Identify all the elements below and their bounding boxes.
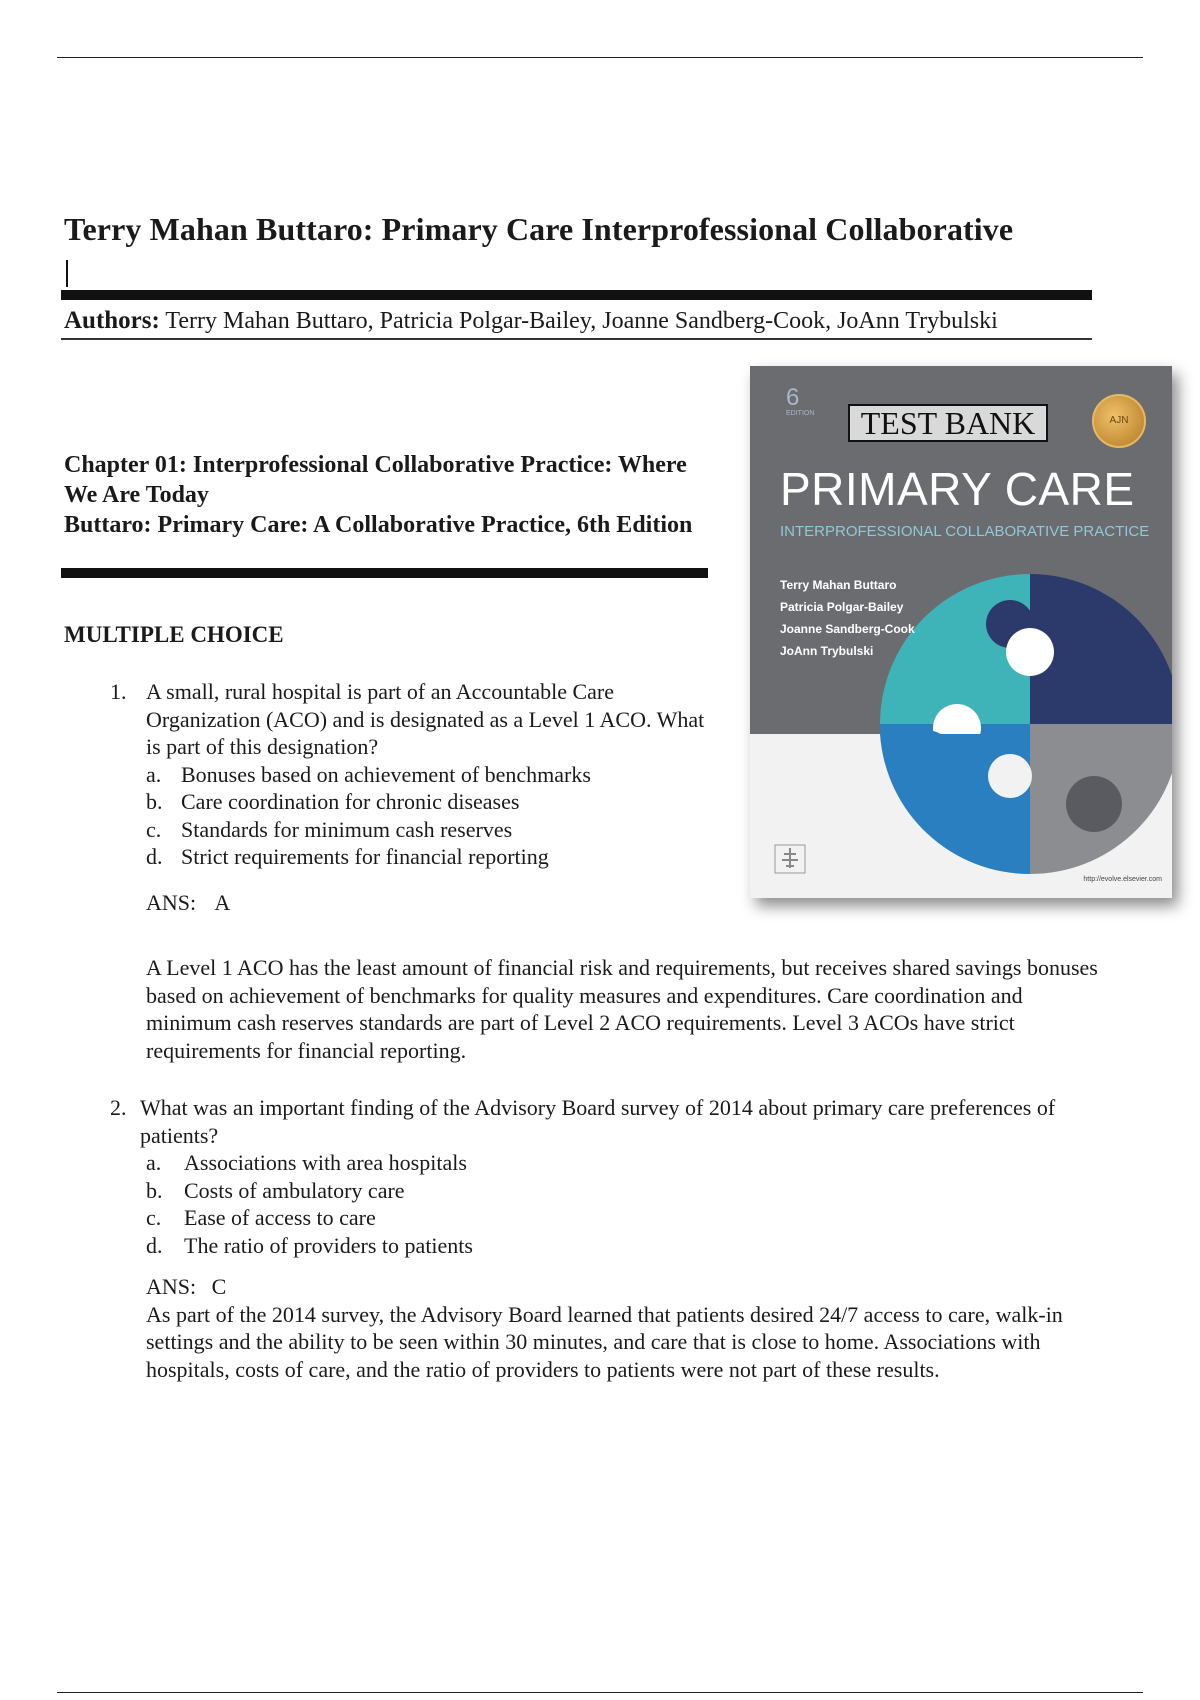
answer-options bbox=[146, 761, 710, 871]
option-letter: b. bbox=[146, 789, 163, 814]
rationale-1 bbox=[110, 954, 1110, 1064]
option-text: Strict requirements for financial reporting bbox=[181, 844, 549, 869]
option-c bbox=[146, 816, 710, 844]
option-text: Standards for minimum cash reserves bbox=[181, 816, 513, 842]
bottom-rule bbox=[57, 1692, 1143, 1693]
option-letter: c. bbox=[146, 816, 162, 842]
answer-key bbox=[146, 1273, 1110, 1301]
option-letter: a. bbox=[146, 1150, 162, 1175]
publisher-logo-icon bbox=[774, 844, 806, 874]
option-letter: c. bbox=[146, 1205, 162, 1230]
chapter-title: Chapter 01: Interprofessional Collaborative Practice: Where We Are Today bbox=[64, 452, 687, 508]
puzzle-knob bbox=[988, 754, 1032, 798]
authors-line bbox=[64, 307, 998, 335]
book-cover-image bbox=[750, 366, 1172, 898]
option-letter: a. bbox=[146, 761, 162, 787]
answer-label: ANS: bbox=[146, 1274, 197, 1299]
option-text: The ratio of providers to patients bbox=[184, 1232, 473, 1258]
rationale-text: As part of the 2014 survey, the Advisory Board learned that patients desired 24/7 access to care, walk-in settings and the ability to be seen within 30 minutes, and care that is close to home. Associations with hospitals, costs of care, and the ratio of providers to patients were not part of these results. bbox=[146, 1301, 1063, 1382]
cover-author: JoAnn Trybulski bbox=[780, 644, 874, 658]
puzzle-knob bbox=[1066, 776, 1122, 832]
chapter-heading bbox=[64, 450, 704, 540]
authors-divider bbox=[61, 338, 1092, 340]
rationale-text: A Level 1 ACO has the least amount of financial risk and requirements, but receives shared savings bonuses based on achievement of benchmarks for quality measures and expenditures. Care coordination and minimum cash reserves standards are part of Level 2 ACO requirements. Level 3 ACOs have strict requirements for financial reporting. bbox=[146, 955, 1098, 1063]
answer-value: C bbox=[211, 1274, 227, 1299]
option-d bbox=[146, 1232, 1110, 1260]
cover-subtitle: INTERPROFESSIONAL COLLABORATIVE PRACTICE bbox=[780, 523, 1150, 540]
authors-label: Authors: bbox=[64, 307, 160, 334]
option-text: Bonuses based on achievement of benchmarks bbox=[181, 761, 591, 787]
question-text: A small, rural hospital is part of an Accountable Care Organization (ACO) and is designated as a Level 1 ACO. What is part of this designation? bbox=[146, 679, 705, 759]
text-cursor bbox=[66, 260, 68, 287]
cover-url: http://evolve.elsevier.com bbox=[1083, 876, 1162, 883]
document-title: Terry Mahan Buttaro: Primary Care Interprofessional Collaborative bbox=[64, 211, 1014, 247]
edition-word: EDITION bbox=[786, 410, 815, 417]
cover-authors bbox=[780, 574, 915, 662]
option-text: Costs of ambulatory care bbox=[184, 1177, 405, 1203]
option-letter: d. bbox=[146, 844, 163, 869]
option-text: Associations with area hospitals bbox=[184, 1150, 467, 1175]
option-letter: d. bbox=[146, 1232, 163, 1258]
question-number: 1. bbox=[110, 679, 127, 704]
chapter-divider bbox=[61, 568, 708, 578]
book-edition: Buttaro: Primary Care: A Collaborative Practice, 6th Edition bbox=[64, 512, 693, 538]
edition-digit: 6 bbox=[786, 384, 800, 411]
question-stem bbox=[110, 1094, 1110, 1149]
cover-author: Joanne Sandberg-Cook bbox=[780, 622, 915, 636]
award-seal-icon: AJN bbox=[1092, 394, 1146, 448]
answer-options bbox=[146, 1149, 1110, 1259]
option-b bbox=[146, 1177, 1110, 1205]
test-bank-badge: TEST BANK bbox=[848, 404, 1048, 442]
authors-list: Terry Mahan Buttaro, Patricia Polgar-Bailey, Joanne Sandberg-Cook, JoAnn Trybulski bbox=[165, 308, 998, 334]
answer-key bbox=[146, 889, 710, 917]
edition-number bbox=[786, 384, 814, 417]
option-c bbox=[146, 1204, 1110, 1232]
title-divider bbox=[61, 290, 1092, 300]
cover-author: Terry Mahan Buttaro bbox=[780, 578, 897, 592]
section-title: MULTIPLE CHOICE bbox=[64, 622, 284, 647]
question-1 bbox=[110, 678, 710, 916]
option-text: Care coordination for chronic diseases bbox=[181, 789, 520, 814]
question-2 bbox=[110, 1094, 1110, 1383]
answer-label: ANS: bbox=[146, 889, 197, 915]
question-stem bbox=[110, 678, 710, 761]
option-text: Ease of access to care bbox=[184, 1205, 376, 1230]
option-b bbox=[146, 788, 710, 816]
cover-title: PRIMARY CARE bbox=[780, 463, 1135, 515]
cover-author: Patricia Polgar-Bailey bbox=[780, 600, 904, 614]
option-a bbox=[146, 1149, 1110, 1177]
question-number: 2. bbox=[110, 1095, 127, 1120]
answer-value: A bbox=[214, 889, 231, 915]
top-rule bbox=[57, 57, 1143, 58]
puzzle-knob bbox=[893, 730, 957, 794]
option-letter: b. bbox=[146, 1177, 163, 1203]
option-d bbox=[146, 843, 710, 871]
option-a bbox=[146, 761, 710, 789]
question-text: What was an important finding of the Advisory Board survey of 2014 about primary care preferences of patients? bbox=[140, 1095, 1056, 1148]
